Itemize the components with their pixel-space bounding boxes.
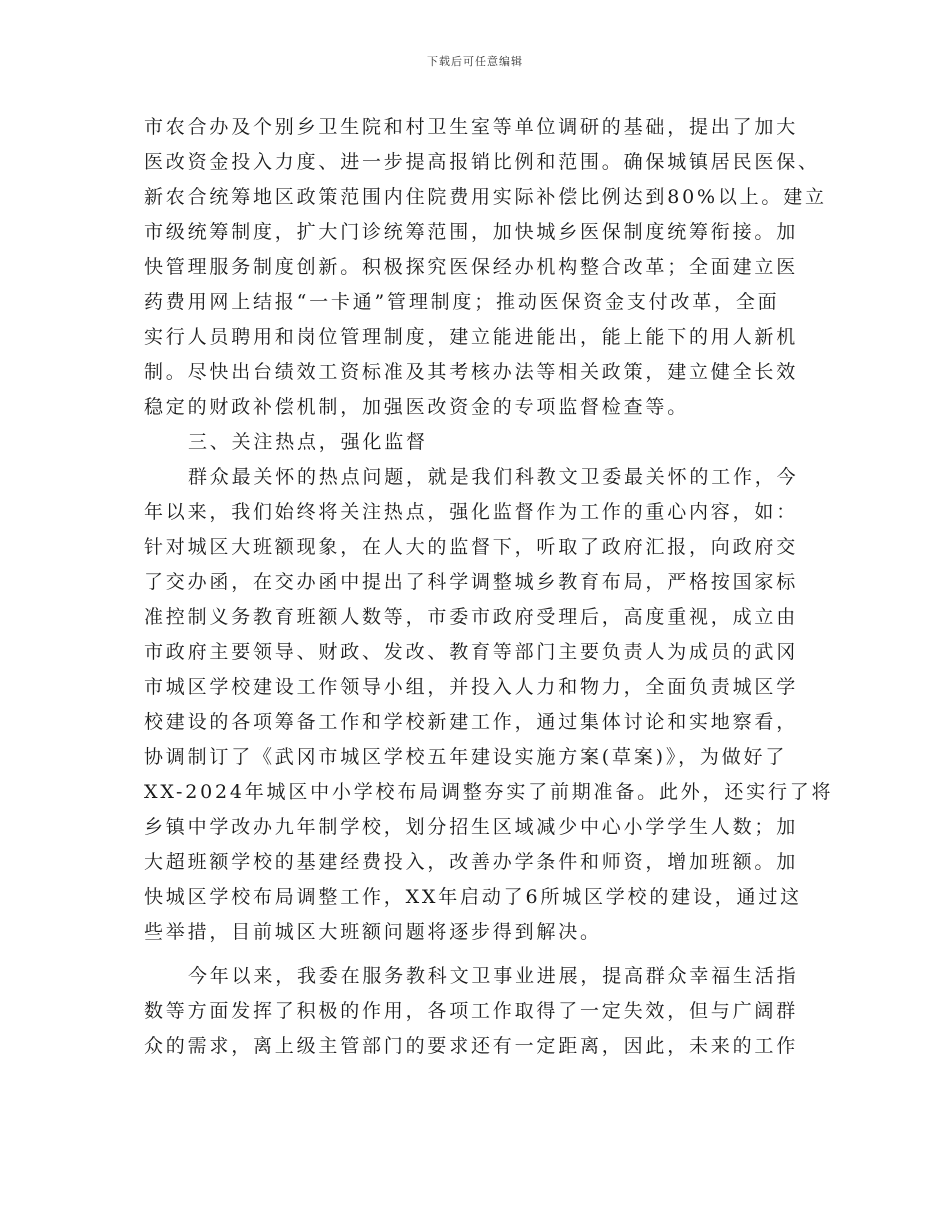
text-line: 新农合统筹地区政策范围内住院费用实际补偿比例达到80%以上。建立 — [144, 186, 827, 208]
text-line: 乡镇中学改办九年制学校，划分招生区域减少中心小学学生人数；加 — [144, 816, 799, 838]
text-line: XX-2024年城区中小学校布局调整夯实了前期准备。此外，还实行了将 — [144, 781, 834, 803]
text-line: 众的需求，离上级主管部门的要求还有一定距离，因此，未来的工作 — [144, 1035, 799, 1057]
text-line: 药费用网上结报“一卡通”管理制度；推动医保资金支付改革，全面 — [144, 291, 780, 313]
text-line: 制。尽快出台绩效工资标准及其考核办法等相关政策，建立健全长效 — [144, 361, 799, 383]
text-line: 协调制订了《武冈市城区学校五年建设实施方案(草案)》，为做好了 — [144, 746, 788, 768]
text-line: 市政府主要领导、财政、发改、教育等部门主要负责人为成员的武冈 — [144, 641, 799, 663]
section-heading: 三、关注热点，强化监督 — [188, 431, 428, 453]
text-line: 市级统筹制度，扩大门诊统筹范围，加快城乡医保制度统筹衔接。加 — [144, 221, 799, 243]
text-line: 市农合办及个别乡卫生院和村卫生室等单位调研的基础，提出了加大 — [144, 116, 799, 138]
text-line: 快城区学校布局调整工作，XX年启动了6所城区学校的建设，通过这 — [144, 886, 802, 908]
text-line: 针对城区大班额现象，在人大的监督下，听取了政府汇报，向政府交 — [144, 536, 799, 558]
text-line: 校建设的各项筹备工作和学校新建工作，通过集体讨论和实地察看， — [144, 711, 799, 733]
text-line: 了交办函，在交办函中提出了科学调整城乡教育布局，严格按国家标 — [144, 571, 799, 593]
text-line: 准控制义务教育班额人数等，市委市政府受理后，高度重视，成立由 — [144, 606, 799, 628]
text-line: 快管理服务制度创新。积极探究医保经办机构整合改革；全面建立医 — [144, 256, 799, 278]
text-line: 数等方面发挥了积极的作用，各项工作取得了一定失效，但与广阔群 — [144, 1000, 799, 1022]
text-line: 大超班额学校的基建经费投入，改善办学条件和师资，增加班额。加 — [144, 851, 799, 873]
body-text — [144, 110, 834, 1064]
text-line: 稳定的财政补偿机制，加强医改资金的专项监督检查等。 — [144, 396, 690, 418]
text-line: 今年以来，我委在服务教科文卫事业进展，提高群众幸福生活指 — [188, 965, 799, 987]
text-line: 些举措，目前城区大班额问题将逐步得到解决。 — [144, 921, 602, 943]
text-line: 市城区学校建设工作领导小组，并投入人力和物力，全面负责城区学 — [144, 676, 799, 698]
text-line: 年以来，我们始终将关注热点，强化监督作为工作的重心内容，如： — [144, 501, 799, 523]
paragraph-gap — [144, 950, 809, 959]
text-line: 医改资金投入力度、进一步提高报销比例和范围。确保城镇居民医保、 — [144, 151, 820, 173]
text-line: 实行人员聘用和岗位管理制度，建立能进能出，能上能下的用人新机 — [144, 326, 799, 348]
text-line: 群众最关怀的热点问题，就是我们科教文卫委最关怀的工作，今 — [188, 466, 799, 488]
page-header: 下载后可任意编辑 — [427, 55, 523, 68]
